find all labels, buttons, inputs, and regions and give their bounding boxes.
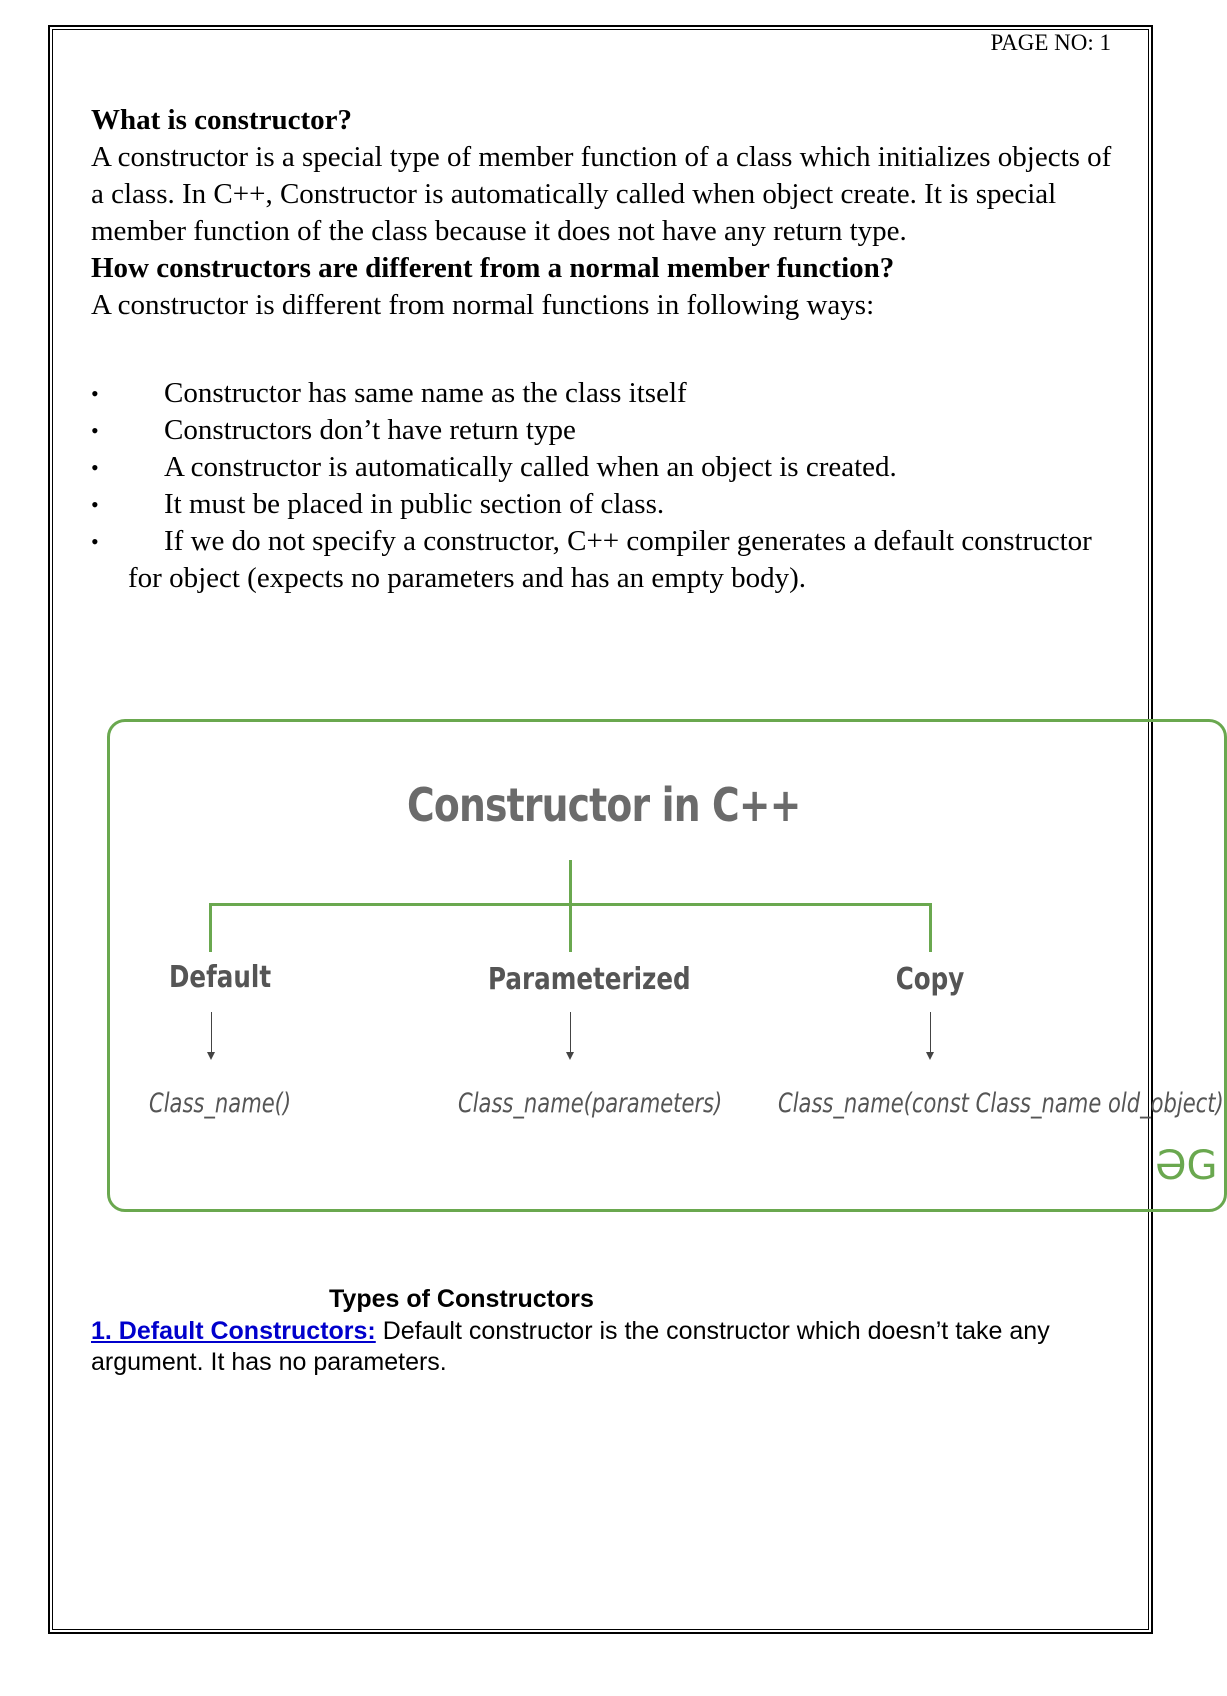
list-item: • Constructors don’t have return type	[91, 412, 1121, 449]
types-of-constructors-heading: Types of Constructors	[329, 1285, 594, 1313]
node-copy-label: Copy	[895, 962, 965, 997]
list-item: • Constructor has same name as the class itself	[91, 375, 1121, 412]
bullet-icon: •	[91, 529, 99, 554]
paragraph-constructor-definition: A constructor is a special type of member function of a class which initializes objects of a class. In C++, Constructor is automatically called when object create. It is special member function of the class because it does not have any return type.	[91, 141, 1112, 247]
node-default-label: Default	[169, 960, 272, 995]
section-what-is-constructor	[91, 102, 1121, 324]
paragraph-differences-intro: A constructor is different from normal functions in following ways:	[91, 289, 875, 321]
syntax-default: Class_name()	[149, 1088, 292, 1119]
bullet-icon: •	[91, 418, 99, 443]
diagram-trunk-line	[569, 860, 572, 952]
gfg-logo-icon: ƏG	[1155, 1143, 1218, 1189]
list-item: • If we do not specify a constructor, C++ compiler generates a default constructor for object (expects no parameters and has an empty body).	[91, 525, 1092, 594]
default-constructors-link[interactable]: 1. Default Constructors:	[91, 1317, 376, 1345]
default-constructor-description: Default constructor is the constructor which doesn’t take any argument. It has no parameters.	[91, 1317, 1050, 1376]
bullet-icon: •	[91, 381, 99, 406]
diagram-title: Constructor in C++	[407, 778, 801, 832]
syntax-parameterized: Class_name(parameters)	[458, 1088, 723, 1119]
arrow-copy	[930, 1012, 931, 1054]
diagram-branch-right	[929, 903, 932, 952]
node-parameterized-label: Parameterized	[488, 962, 691, 997]
page-number: PAGE NO: 1	[990, 30, 1111, 55]
bullet-icon: •	[91, 455, 99, 480]
list-item: • A constructor is automatically called when an object is created.	[91, 449, 1121, 486]
diagram-branch-line	[209, 903, 932, 906]
arrow-default	[211, 1012, 212, 1054]
syntax-copy: Class_name(const Class_name old_object)	[778, 1088, 1224, 1119]
bullet-icon: •	[91, 492, 99, 517]
arrow-parameterized	[570, 1012, 571, 1054]
diagram-branch-left	[209, 903, 212, 952]
arrow-head-icon	[926, 1052, 934, 1060]
default-constructor-paragraph	[91, 1316, 1101, 1378]
arrow-head-icon	[566, 1052, 574, 1060]
heading-how-different: How constructors are different from a normal member function?	[91, 252, 895, 284]
difference-list	[91, 375, 1121, 597]
arrow-head-icon	[207, 1052, 215, 1060]
list-item: • It must be placed in public section of class.	[91, 486, 1121, 523]
heading-what-is-constructor: What is constructor?	[91, 104, 352, 136]
